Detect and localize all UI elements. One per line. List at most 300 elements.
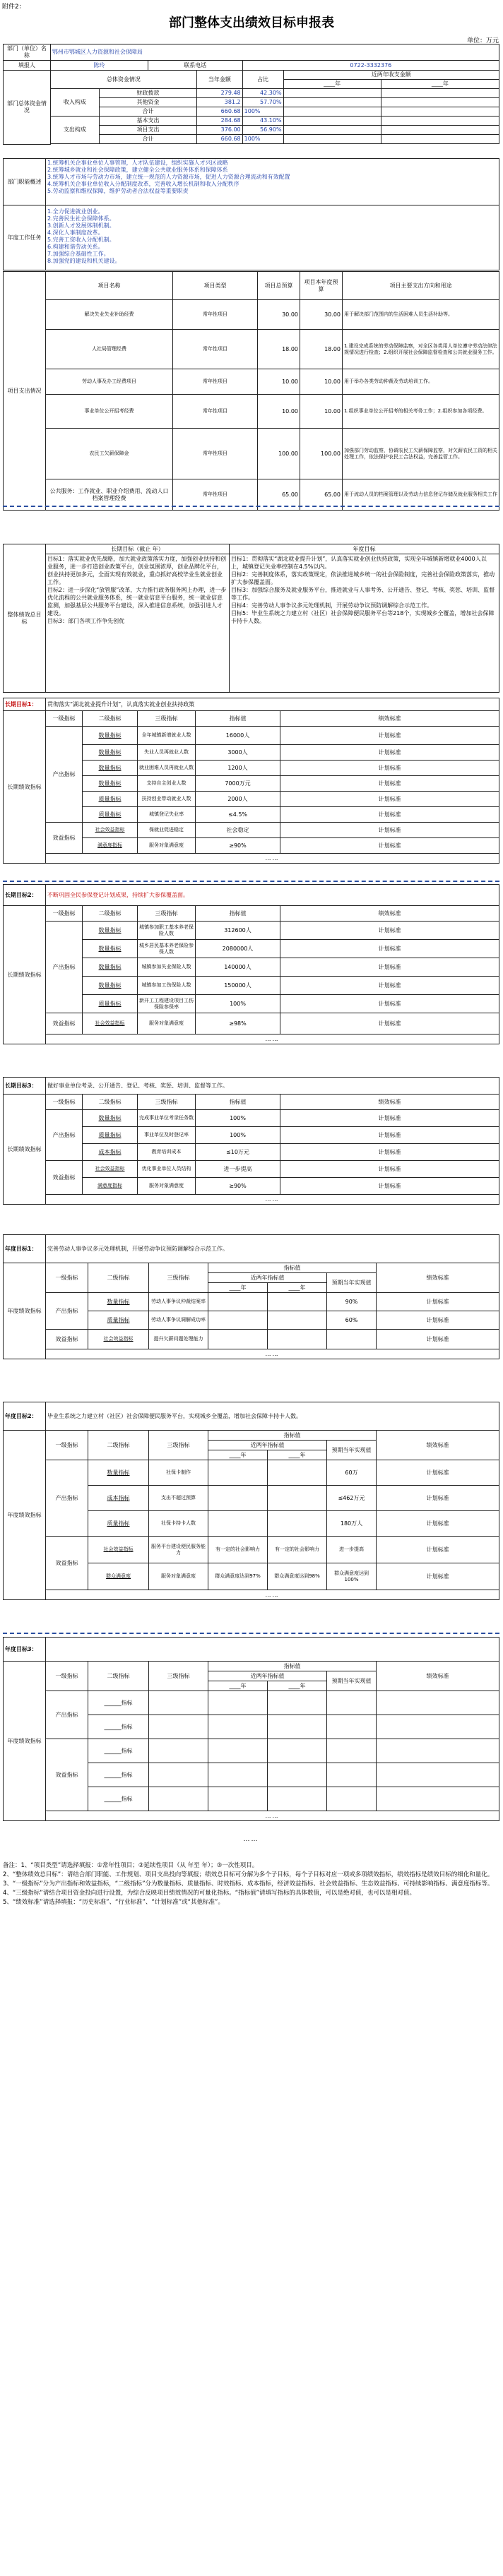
annual-goal: 目标5：毕业生系统之力建立村（社区）社会保障便民服务平台等218个，实现城乡全覆盖，增加社会保障卡持卡人数。 (231, 610, 495, 624)
projects-section (3, 271, 499, 511)
long-term-goal: 目标3：部门各项工作争先创优 (47, 618, 125, 624)
funds-label: 部门总体资金情况 (4, 71, 51, 145)
lt2-level3: 服务对象满意度 (138, 1013, 196, 1034)
income-item-ratio: 42.30% (242, 89, 283, 98)
filler-value: 陈玲 (50, 61, 148, 71)
lt1-value: 1200人 (196, 761, 280, 776)
yt1-level3: 劳动人事争议仲裁结案率 (149, 1293, 208, 1311)
projects-label: 项目支出情况 (4, 272, 46, 511)
project-year: 30.00 (300, 300, 343, 330)
yt2-year-a-value (208, 1511, 268, 1537)
yt2-level2: 质量指标 (88, 1511, 149, 1537)
income-item-name: 财政拨款 (99, 89, 196, 98)
expect-header: 预期当年实现值 (327, 1671, 377, 1691)
col-header: 二级指标 (83, 711, 138, 727)
col-header: 三级指标 (138, 906, 196, 922)
lt3-standard: 计划标准 (280, 1127, 499, 1144)
phone-value: 0722-3332376 (242, 61, 499, 71)
yt3-level2: ______指标 (88, 1715, 149, 1739)
lt3-level1: 产出指标 (46, 1110, 83, 1161)
yt2-side-label: 年度绩效指标 (4, 1431, 46, 1600)
lt1-value: 3000人 (196, 745, 280, 761)
project-total: 65.00 (258, 479, 300, 511)
year-b: ____年 (268, 1681, 327, 1691)
long-term-header: 长期目标（截止 年） (46, 544, 230, 554)
project-use: 加强部门劳动监察，协调农民工欠薪保障监察，对欠薪农民工资的相关处理工作，依法保护农民工合法权益，完善监管工作。 (343, 429, 499, 479)
task-item: 6.构建和谐劳动关系。 (47, 244, 104, 250)
lt3-value: ≤10万元 (196, 1144, 280, 1161)
yt2-level1: 效益指标 (46, 1537, 88, 1590)
income-label: 收入构成 (50, 89, 99, 117)
expense-item-ratio: 43.10% (242, 117, 283, 126)
yt3-level2: ______指标 (88, 1691, 149, 1715)
long-term-goal: 目标1：落实就业优先战略，加大就业政策落实力度，加强创业扶持和创业服务，进一步打造创业政策平台，创业氛围浓厚，创业品牌化平台，创业扶持更加多元，全面实现有效就业，重点抓好高校毕业生就业创业工作。 (47, 556, 227, 585)
yt2-year-b-value (268, 1486, 327, 1511)
lt2-level3: 城乡居民基本养老保险参保人数 (138, 940, 196, 958)
lt1-level2: 数量指标 (83, 745, 138, 761)
lt2-value: 100% (196, 995, 280, 1013)
note-item: 备注：1、“项目类型”请选择填报：①常年性项目；②延续性项目（从 年至 年）；③一次性项目。 (3, 1862, 259, 1869)
project-col-header: 项目本年度预算 (300, 272, 343, 300)
annual-goal: 目标1：贯彻落实“湖北就业提升计划”，认真落实就业创业扶持政策，实现全年城镇新增就业4000人以上，城镇登记失业率控制在4.5%以内。 (231, 556, 487, 570)
lt2-level1: 产出指标 (46, 922, 83, 1013)
overall-goal-label: 整体绩效总目标 (4, 544, 46, 693)
yt2-level3: 支出不超过预算 (149, 1486, 208, 1511)
lt1-level2: 数量指标 (83, 727, 138, 745)
ellipsis: …… (46, 1590, 499, 1600)
yt3-level1: 产出指标 (46, 1691, 88, 1739)
yt2-level2: 社会效益指标 (88, 1537, 149, 1563)
expense-item-name: 项目支出 (99, 126, 196, 135)
project-name: 人社局管理经费 (46, 330, 173, 369)
yt3-label: 年度目标3： (4, 1638, 46, 1662)
income-total-ratio: 100% (242, 107, 283, 117)
lt2-level3: 城镇参加工伤保险人数 (138, 977, 196, 995)
year-b: ____年 (268, 1283, 327, 1293)
project-name: 公共服务：工作就业、职业介绍费用、流动人口档案管理经费 (46, 479, 173, 511)
lt1-level2: 质量指标 (83, 792, 138, 807)
lt1-standard: 计划标准 (280, 745, 499, 761)
filler-label: 填报人 (4, 61, 51, 71)
yt2-year-a-value (208, 1460, 268, 1486)
project-year: 65.00 (300, 479, 343, 511)
year-a: ____年 (208, 1681, 268, 1691)
project-year: 18.00 (300, 330, 343, 369)
col-header: 一级指标 (46, 1431, 88, 1460)
recent-year-a: ____年 (283, 80, 381, 89)
col-header: 指标值 (208, 1431, 377, 1441)
lt3-level2: 数量指标 (83, 1110, 138, 1127)
yt1-standard: 计划标准 (377, 1311, 499, 1330)
lt2-standard: 计划标准 (280, 995, 499, 1013)
col-header: 一级指标 (46, 906, 83, 922)
col-header: 一级指标 (46, 1662, 88, 1691)
yt2-label: 年度目标2： (4, 1402, 46, 1431)
col-header: 三级指标 (149, 1263, 208, 1293)
yt1-expect: 90% (327, 1293, 377, 1311)
yt2-year-a-value: 群众满意度达到97% (208, 1563, 268, 1590)
col-header: 指标值 (196, 1095, 280, 1110)
dept-name-label: 部门（单位）名称 (4, 44, 51, 61)
expense-item-amount: 284.68 (197, 117, 243, 126)
long-term-goal: 目标2：进一步深化“放管服”改革，大力推行政务服务网上办理，进一步优化流程的公共就业服务体系，统一就业信息平台服务，统一就业信息监测，加强基层公共服务平台建设，深入推进信息系统，加强引进人才建设。 (47, 587, 227, 616)
lt1-level2: 质量指标 (83, 807, 138, 823)
yt3-level2: ______指标 (88, 1763, 149, 1787)
yt1-expect: 60% (327, 1311, 377, 1330)
ellipsis: …… (46, 1195, 499, 1205)
lt2-level2: 数量指标 (83, 940, 138, 958)
col-header: 指标值 (196, 906, 280, 922)
yt1-side-label: 年度绩效指标 (4, 1263, 46, 1359)
lt3-label: 长期目标3： (4, 1078, 46, 1095)
yt2-standard: 计划标准 (377, 1537, 499, 1563)
yt2-year-b-value: 群众满意度达到98% (268, 1563, 327, 1590)
lt1-level3: 支持自主创业人数 (138, 776, 196, 792)
project-total: 18.00 (258, 330, 300, 369)
col-header: 三级指标 (149, 1431, 208, 1460)
yt2-standard: 计划标准 (377, 1486, 499, 1511)
page-title: 部门整体支出绩效目标申报表 (169, 16, 334, 30)
col-header: 一级指标 (46, 1095, 83, 1110)
annual-goal: 目标4：完善劳动人事争议多元处理机制，开展劳动争议预防调解综合示范工作。 (231, 602, 433, 609)
yt3-side-label: 年度绩效指标 (4, 1662, 46, 1821)
yt1-standard: 计划标准 (377, 1330, 499, 1349)
yt1-level3: 劳动人事争议调解成功率 (149, 1311, 208, 1330)
annual-goal-2 (3, 1402, 499, 1600)
note-item: 3、“一级指标”分为产出指标和效益指标，“二级指标”分为数量指标、质量指标、时效指标、成本指标，经济效益指标、社会效益指标、生态效益指标、可持续影响指标、满意度指标等。 (3, 1880, 494, 1888)
lt1-level1: 产出指标 (46, 727, 83, 823)
project-use: 1.组织事业单位公开招考的相关考务工作；2.组织参加各项经费。 (343, 395, 499, 429)
project-type: 常年性项目 (173, 395, 258, 429)
yt1-level2: 质量指标 (88, 1311, 149, 1330)
lt3-desc: 做好事业单位考录、公开通告、登记、考核、奖惩、培训、监督等工作。 (46, 1078, 499, 1095)
expect-header: 预期当年实现值 (327, 1441, 377, 1460)
yt1-level1: 产出指标 (46, 1293, 88, 1330)
lt1-level3: 就业困难人员再就业人数 (138, 761, 196, 776)
project-type: 常年性项目 (173, 479, 258, 511)
lt2-level2: 数量指标 (83, 922, 138, 940)
lt3-level2: 社会效益指标 (83, 1161, 138, 1178)
lt2-level3: 城镇参加职工基本养老保险人数 (138, 922, 196, 940)
section-divider (3, 506, 499, 507)
yt2-desc: 毕业生系统之力建立村（社区）社会保障便民服务平台，实现城乡全覆盖，增加社会保障卡持卡人数。 (46, 1402, 499, 1431)
lt1-standard: 计划标准 (280, 792, 499, 807)
lt2-value: ≥98% (196, 1013, 280, 1034)
lt1-level3: 全年城镇新增就业人数 (138, 727, 196, 745)
recent-header: 近两年指标值 (208, 1273, 327, 1283)
ratio-header: 占比 (242, 71, 283, 89)
col-header: 二级指标 (83, 906, 138, 922)
project-year: 10.00 (300, 369, 343, 395)
yt2-standard: 计划标准 (377, 1511, 499, 1537)
task-item: 4.深化人事制度改革。 (47, 229, 104, 236)
yt2-level1: 产出指标 (46, 1460, 88, 1537)
lt3-level3: 教育培训成本 (138, 1144, 196, 1161)
lt3-level3: 优化事业单位人员结构 (138, 1161, 196, 1178)
task-item: 5.完善工资收入分配机制。 (47, 237, 115, 243)
lt1-standard: 计划标准 (280, 776, 499, 792)
lt2-level3: 新开工工程建设项目工伤保险参保率 (138, 995, 196, 1013)
project-type: 常年性项目 (173, 330, 258, 369)
lt1-level2: 社会效益指标 (83, 823, 138, 838)
lt1-value: 16000人 (196, 727, 280, 745)
col-header: 绩效标准 (280, 711, 499, 727)
task-item: 1.全力促进就业创业。 (47, 208, 104, 215)
task-item: 7.加强综合基础性工作。 (47, 251, 110, 257)
lt1-standard: 计划标准 (280, 823, 499, 838)
lt3-side-label: 长期绩效指标 (4, 1095, 46, 1205)
yt2-year-a-value (208, 1486, 268, 1511)
yt1-desc: 完善劳动人事争议多元处理机制，开展劳动争议预防调解综合示范工作。 (46, 1235, 499, 1263)
expense-total-amount: 660.68 (197, 135, 243, 144)
project-total: 10.00 (258, 395, 300, 429)
expense-total-label: 合计 (99, 135, 196, 144)
income-item-ratio: 57.70% (242, 98, 283, 107)
col-header: 绩效标准 (280, 906, 499, 922)
project-use: 用于举办各类劳动仲裁及劳动培训工作。 (343, 369, 499, 395)
year-a: ____年 (208, 1283, 268, 1293)
lt2-label: 长期目标2： (4, 885, 46, 906)
yt1-level3: 提升欠薪问题处理能力 (149, 1330, 208, 1349)
lt2-level1: 效益指标 (46, 1013, 83, 1034)
project-col-header: 项目类型 (173, 272, 258, 300)
lt2-standard: 计划标准 (280, 940, 499, 958)
project-type: 常年性项目 (173, 369, 258, 395)
lt3-standard: 计划标准 (280, 1144, 499, 1161)
yt1-expect (327, 1330, 377, 1349)
lt1-value: 社会稳定 (196, 823, 280, 838)
yt1-level1: 效益指标 (46, 1330, 88, 1349)
phone-label: 联系电话 (148, 61, 242, 71)
project-use: 用于流动人员的档案管理以及劳动力信息登记存储及就业服务相关工作 (343, 479, 499, 511)
lt2-standard: 计划标准 (280, 1013, 499, 1034)
lt3-standard: 计划标准 (280, 1161, 499, 1178)
project-type: 常年性项目 (173, 300, 258, 330)
recent-amount-header: 近两年收支金额 (283, 71, 499, 80)
expense-item-amount: 376.00 (197, 126, 243, 135)
project-name: 农民工欠薪保障金 (46, 429, 173, 479)
income-total-amount: 660.68 (197, 107, 243, 117)
section-divider (3, 1633, 499, 1634)
yt1-level2: 社会效益指标 (88, 1330, 149, 1349)
lt1-value: 2000人 (196, 792, 280, 807)
recent-year-b: ____年 (381, 80, 499, 89)
expense-item-name: 基本支出 (99, 117, 196, 126)
project-col-header: 项目名称 (46, 272, 173, 300)
lt2-value: 140000人 (196, 958, 280, 977)
lt1-level3: 服务对象满意度 (138, 838, 196, 854)
yt2-year-b-value: 有一定的社会影响力 (268, 1537, 327, 1563)
yt1-label: 年度目标1： (4, 1235, 46, 1263)
lt1-level3: 城镇登记失业率 (138, 807, 196, 823)
lt1-standard: 计划标准 (280, 807, 499, 823)
overall-goal-section (3, 544, 499, 693)
lt1-desc: 贯彻落实“湖北就业提升计划”，认真落实就业创业扶持政策 (46, 698, 499, 711)
col-header: 指标值 (208, 1662, 377, 1671)
project-use: 用于解决部门范围内的生活困难人员生活补助等。 (343, 300, 499, 330)
lt3-level2: 成本指标 (83, 1144, 138, 1161)
lt3-value: 100% (196, 1110, 280, 1127)
lt3-value: 100% (196, 1127, 280, 1144)
lt2-value: 2080000人 (196, 940, 280, 958)
lt1-value: ≥90% (196, 838, 280, 854)
yt1-standard: 计划标准 (377, 1293, 499, 1311)
col-header: 二级指标 (83, 1095, 138, 1110)
lt2-side-label: 长期绩效指标 (4, 906, 46, 1044)
overall-funds-label: 总体资金情况 (50, 71, 196, 89)
lt3-level2: 满意度指标 (83, 1178, 138, 1195)
yt2-level3: 服务对象满意度 (149, 1563, 208, 1590)
yt2-level2: 群众满意度 (88, 1563, 149, 1590)
col-header: 二级指标 (88, 1263, 149, 1293)
lt1-side-label: 长期绩效指标 (4, 711, 46, 864)
project-name: 劳动人事及办工经费项目 (46, 369, 173, 395)
ellipsis: …… (46, 1811, 499, 1821)
yt2-level3: 服务平台建设便民服务能力 (149, 1537, 208, 1563)
lt3-value: ≥90% (196, 1178, 280, 1195)
yt3-level2: ______指标 (88, 1739, 149, 1763)
income-item-amount: 279.48 (197, 89, 243, 98)
lt3-level1: 效益指标 (46, 1161, 83, 1195)
long-term-goal-3 (3, 1077, 499, 1205)
yt2-level3: 社保卡持卡人数 (149, 1511, 208, 1537)
col-header: 二级指标 (88, 1662, 149, 1691)
yt2-expect: ≤462万元 (327, 1486, 377, 1511)
col-header: 二级指标 (88, 1431, 149, 1460)
attachment-label: 附件2： (2, 4, 25, 11)
project-col-header: 项目总预算 (258, 272, 300, 300)
lt1-level1: 效益指标 (46, 823, 83, 854)
col-header: 三级指标 (138, 1095, 196, 1110)
lt3-standard: 计划标准 (280, 1178, 499, 1195)
dept-name-value: 鄂州市鄂城区人力资源和社会保障局 (50, 44, 499, 61)
unit-label: 单位：万元 (466, 37, 499, 44)
lt2-level2: 社会效益指标 (83, 1013, 138, 1034)
col-header: 一级指标 (46, 1263, 88, 1293)
lt1-label: 长期目标1： (4, 698, 46, 711)
header-section (3, 44, 499, 145)
lt3-level3: 服务对象满意度 (138, 1178, 196, 1195)
lt1-value: ≤4.5% (196, 807, 280, 823)
notes (3, 1861, 499, 1907)
year-a: ____年 (208, 1450, 268, 1460)
ellipsis: …… (46, 854, 499, 864)
yt2-level2: 数量指标 (88, 1460, 149, 1486)
lt2-standard: 计划标准 (280, 977, 499, 995)
expense-label: 支出构成 (50, 117, 99, 144)
lt2-level2: 数量指标 (83, 977, 138, 995)
duty-item: 2.统筹城乡就业和社会保障政策，建立健全公共就业服务体系和保障体系 (47, 167, 228, 173)
duty-item: 3.统筹人才市场与劳动力市场，建立统一规范的人力资源市场，促进人力资源合理流动和有效配置 (47, 174, 290, 180)
yt2-expect: 60万 (327, 1460, 377, 1486)
duty-item: 4.统筹机关企事业单位收入分配制度改革，完善收入增长机制和收入分配秩序 (47, 181, 239, 187)
lt2-level2: 数量指标 (83, 958, 138, 977)
project-year: 100.00 (300, 429, 343, 479)
annual-goal-3 (3, 1637, 499, 1821)
duty-label: 部门职能概述 (4, 159, 46, 205)
task-item: 3.创新人才发展体制机制。 (47, 222, 115, 229)
lt3-level3: 事业单位及时登记率 (138, 1127, 196, 1144)
project-total: 30.00 (258, 300, 300, 330)
duty-item: 5.劳动监察和维权保障，维护劳动者合法权益等重要职责 (47, 188, 189, 194)
yt2-year-b-value (268, 1511, 327, 1537)
lt2-desc: 不断巩固全民参保登记计划成果，持续扩大参保覆盖面。 (46, 885, 499, 906)
current-amount-header: 当年金额 (197, 71, 243, 89)
recent-header: 近两年指标值 (208, 1671, 327, 1681)
task-item: 2.完善民生社会保障体系。 (47, 215, 115, 222)
col-header: 绩效标准 (377, 1662, 499, 1691)
lt2-standard: 计划标准 (280, 922, 499, 940)
yt2-expect: 进一步提高 (327, 1537, 377, 1563)
lt2-value: 312600人 (196, 922, 280, 940)
lt1-level3: 失业人员再就业人数 (138, 745, 196, 761)
duty-tasks-section (3, 158, 499, 270)
income-total-label: 合计 (99, 107, 196, 117)
lt1-level3: 扶持创业带动就业人数 (138, 792, 196, 807)
lt1-level2: 数量指标 (83, 776, 138, 792)
lt1-level2: 满意度指标 (83, 838, 138, 854)
year-b: ____年 (268, 1450, 327, 1460)
section-divider (3, 881, 499, 882)
lt1-standard: 计划标准 (280, 761, 499, 776)
lt2-value: 150000人 (196, 977, 280, 995)
annual-header: 年度目标 (230, 544, 499, 554)
annual-goal: 目标3：加强综合服务及就业服务平台，推进就业与人事考务、公开通告、登记、考核、奖惩、培训、监督等工作。 (231, 587, 495, 601)
lt2-level3: 城镇参加失业保险人数 (138, 958, 196, 977)
project-use: 1.建设完成系统的劳动保障监察，对全区各类用人单位遵守劳动法律法规情况进行检查；2.组织开展社会保障监督检查和公共就业服务工作。 (343, 330, 499, 369)
project-total: 100.00 (258, 429, 300, 479)
long-term-goal-2 (3, 884, 499, 1044)
project-type: 常年性项目 (173, 429, 258, 479)
expect-header: 预期当年实现值 (327, 1273, 377, 1293)
lt1-value: 7000万元 (196, 776, 280, 792)
ellipsis: …… (243, 1836, 259, 1843)
col-header: 一级指标 (46, 711, 83, 727)
col-header: 三级指标 (138, 711, 196, 727)
yt3-level2: ______指标 (88, 1787, 149, 1811)
yt2-standard: 计划标准 (377, 1563, 499, 1590)
col-header: 绩效标准 (377, 1263, 499, 1293)
lt1-level3: 保就业促进稳定 (138, 823, 196, 838)
project-total: 10.00 (258, 369, 300, 395)
yt2-year-b-value (268, 1460, 327, 1486)
yt2-standard: 计划标准 (377, 1460, 499, 1486)
annual-goal-1 (3, 1234, 499, 1359)
yt2-expect: 180万人 (327, 1511, 377, 1537)
col-header: 指标值 (196, 711, 280, 727)
lt1-level2: 数量指标 (83, 761, 138, 776)
yt1-level2: 数量指标 (88, 1293, 149, 1311)
note-item: 5、“绩效标准”请选择填报：“历史标准”、“行业标准”、“计划标准”或“其他标准”。 (3, 1899, 224, 1906)
lt3-value: 进一步提高 (196, 1161, 280, 1178)
recent-header: 近两年指标值 (208, 1441, 327, 1450)
ellipsis: …… (46, 1034, 499, 1044)
yt3-level1: 效益指标 (46, 1739, 88, 1811)
lt3-standard: 计划标准 (280, 1110, 499, 1127)
tasks-label: 年度工作任务 (4, 205, 46, 270)
note-item: 4、“三级指标”请结合项目资金投向进行设置，为综合反映项目绩效情况的可量化指标。“指标值”请填写指标的具体数值，可以是绝对值，也可以是相对值。 (3, 1890, 416, 1897)
note-item: 2、“整体绩效总目标”：请结合部门职能、工作规划、项目支出投向等填报；绩效总目标可分解为多个子目标，每个子目标对应一项或多项绩效指标，绩效指标是绩效目标的细化和量化。 (3, 1871, 494, 1878)
yt2-level3: 社保卡制作 (149, 1460, 208, 1486)
lt3-level3: 完成事业单位考录任务数 (138, 1110, 196, 1127)
yt2-level2: 成本指标 (88, 1486, 149, 1511)
col-header: 三级指标 (149, 1662, 208, 1691)
project-name: 解决失业失业补助经费 (46, 300, 173, 330)
lt1-standard: 计划标准 (280, 838, 499, 854)
task-item: 8.加强党的建设和机关建设。 (47, 258, 121, 264)
col-header: 绩效标准 (377, 1431, 499, 1460)
expense-total-ratio: 100% (242, 135, 283, 144)
